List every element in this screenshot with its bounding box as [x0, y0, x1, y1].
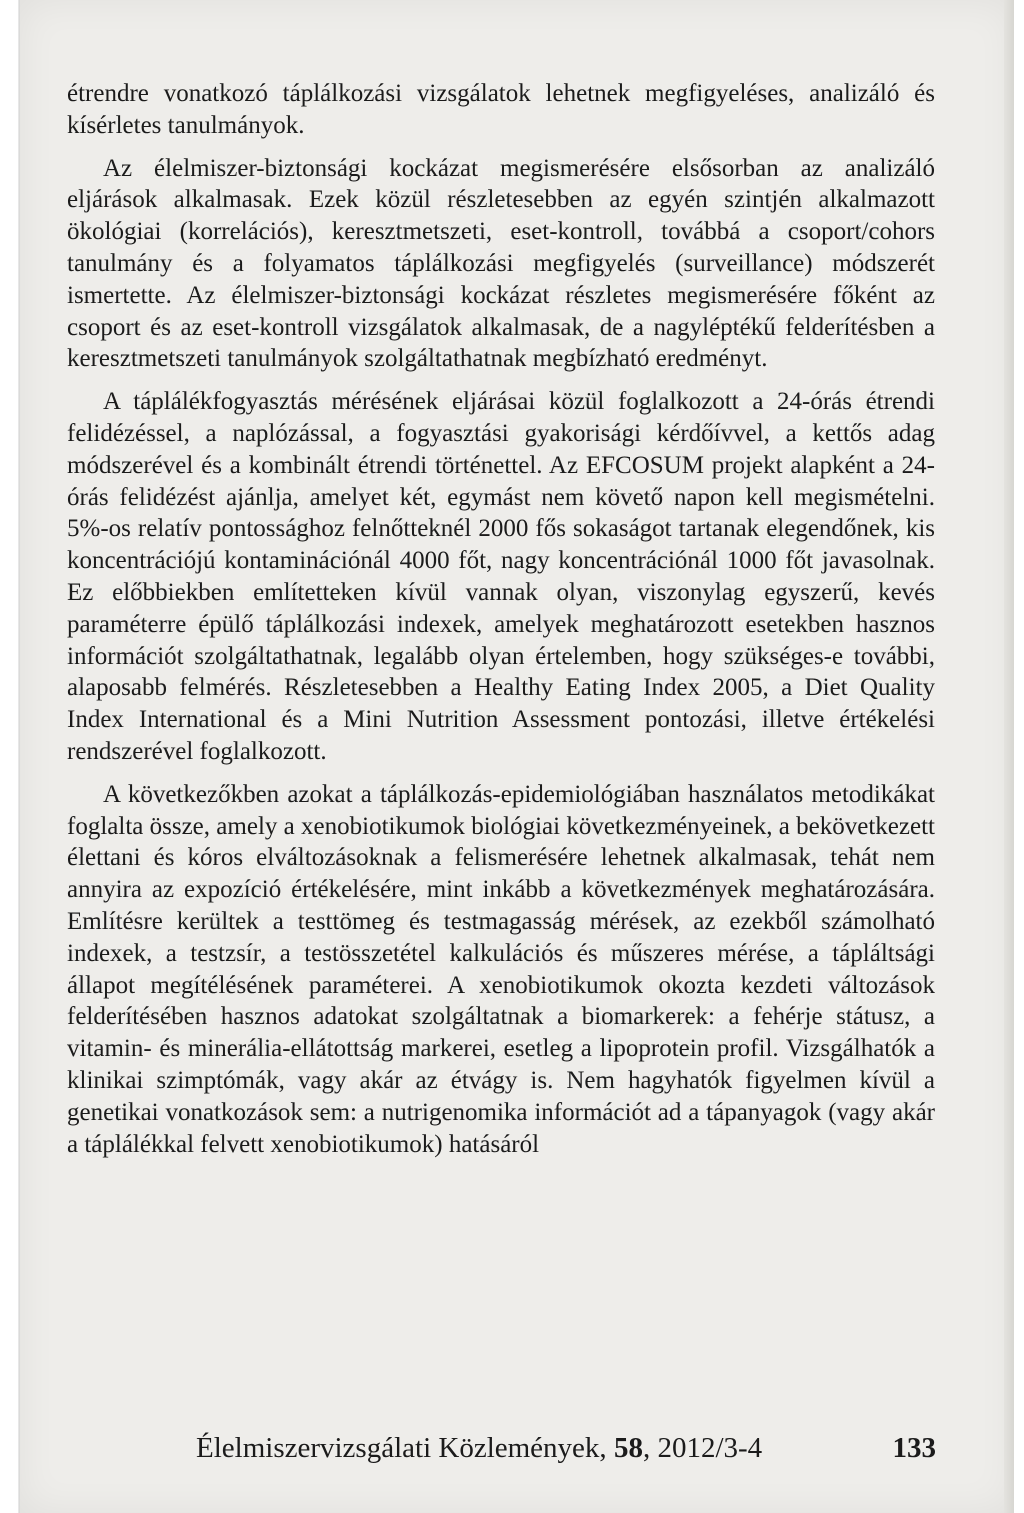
- issue-info: , 2012/3-4: [642, 1432, 763, 1464]
- page-footer: [196, 1432, 936, 1465]
- journal-name: Élelmiszervizsgálati Közlemények,: [196, 1432, 607, 1464]
- page-edge-left: [0, 0, 20, 1513]
- paragraph-4: A következőkben azokat a táplálkozás-epidemiológiában használatos metodikákat foglalta össze, amely a xenobiotikumok biológiai következményeinek, a bekövetkezett élettani és kóros elváltozásoknak a felismerésére lehetnek alkalmasak, tehát nem annyira az expozíció értékelésére, mint inkább a következmények meghatározására. Említésre kerültek a testtömeg és testmagasság mérések, az ezekből számolható indexek, a testzsír, a testösszetétel kalkulációs és műszeres mérése, a tápláltsági állapot megítélésének paraméterei. A xenobiotikumok okozta kezdeti változások felderítésében hasznos adatokat szolgáltatnak a biomarkerek: a fehérje státusz, a vitamin- és minerália-ellátottság markerei, esetleg a lipoprotein profil. Vizsgálhatók a klinikai szimptómák, vagy akár az étvágy is. Nem hagyhatók figyelmen kívül a genetikai vonatkozások sem: a nutrigenomika információt ad a tápanyagok (vagy akár a táplálékkal felvett xenobiotikumok) hatásáról: [67, 780, 935, 1158]
- page-number: 133: [892, 1432, 936, 1464]
- paragraph-1: étrendre vonatkozó táplálkozási vizsgálatok lehetnek megfigyeléses, analizáló és kísérletes tanulmányok.: [67, 80, 935, 139]
- body-text: [67, 78, 935, 1160]
- paragraph-2: Az élelmiszer-biztonsági kockázat megismerésére elsősorban az analizáló eljárások alkalmasak. Ezek közül részletesebben az egyén szintjén alkalmazott ökológiai (korrelációs), keresztmetszeti, eset-kontroll, továbbá a csoport/cohors tanulmány és a folyamatos táplálkozási megfigyelés (surveillance) módszerét ismertette. Az élelmiszer-biztonsági kockázat részletes megismerésére főként az csoport és az eset-kontroll vizsgálatok alkalmasak, de a nagyléptékű felderítésben a keresztmetszeti tanulmányok szolgáltathatnak megbízható eredményt.: [67, 154, 935, 373]
- footer-citation: [196, 1432, 762, 1465]
- page-edge-right: [1004, 0, 1014, 1513]
- paragraph-3: A táplálékfogyasztás mérésének eljárásai közül foglalkozott a 24-órás étrendi felidézéssel, a naplózással, a fogyasztási gyakorisági kérdőívvel, a kettős adag módszerével és a kombinált étrendi történettel. Az EFCOSUM projekt alapként a 24-órás felidézést ajánlja, amelyet két, egymást nem követő napon kell megismételni. 5%-os relatív pontossághoz felnőtteknél 2000 fős sokaságot tartanak elegendőnek, kis koncentrációjú kontaminációnál 4000 főt, nagy koncentrációnál 1000 főt javasolnak. Ez előbbiekben említetteken kívül vannak olyan, viszonylag egyszerű, kevés paraméterre épülő táplálkozási indexek, amelyek meghatározott esetekben hasznos információt szolgáltathatnak, legalább olyan értelemben, hogy szükséges-e további, alaposabb felmérés. Részletesebben a Healthy Eating Index 2005, a Diet Quality Index International és a Mini Nutrition Assessment pontozási, illetve értékelési rendszerével foglalkozott.: [67, 388, 935, 765]
- volume-number: 58: [613, 1432, 643, 1464]
